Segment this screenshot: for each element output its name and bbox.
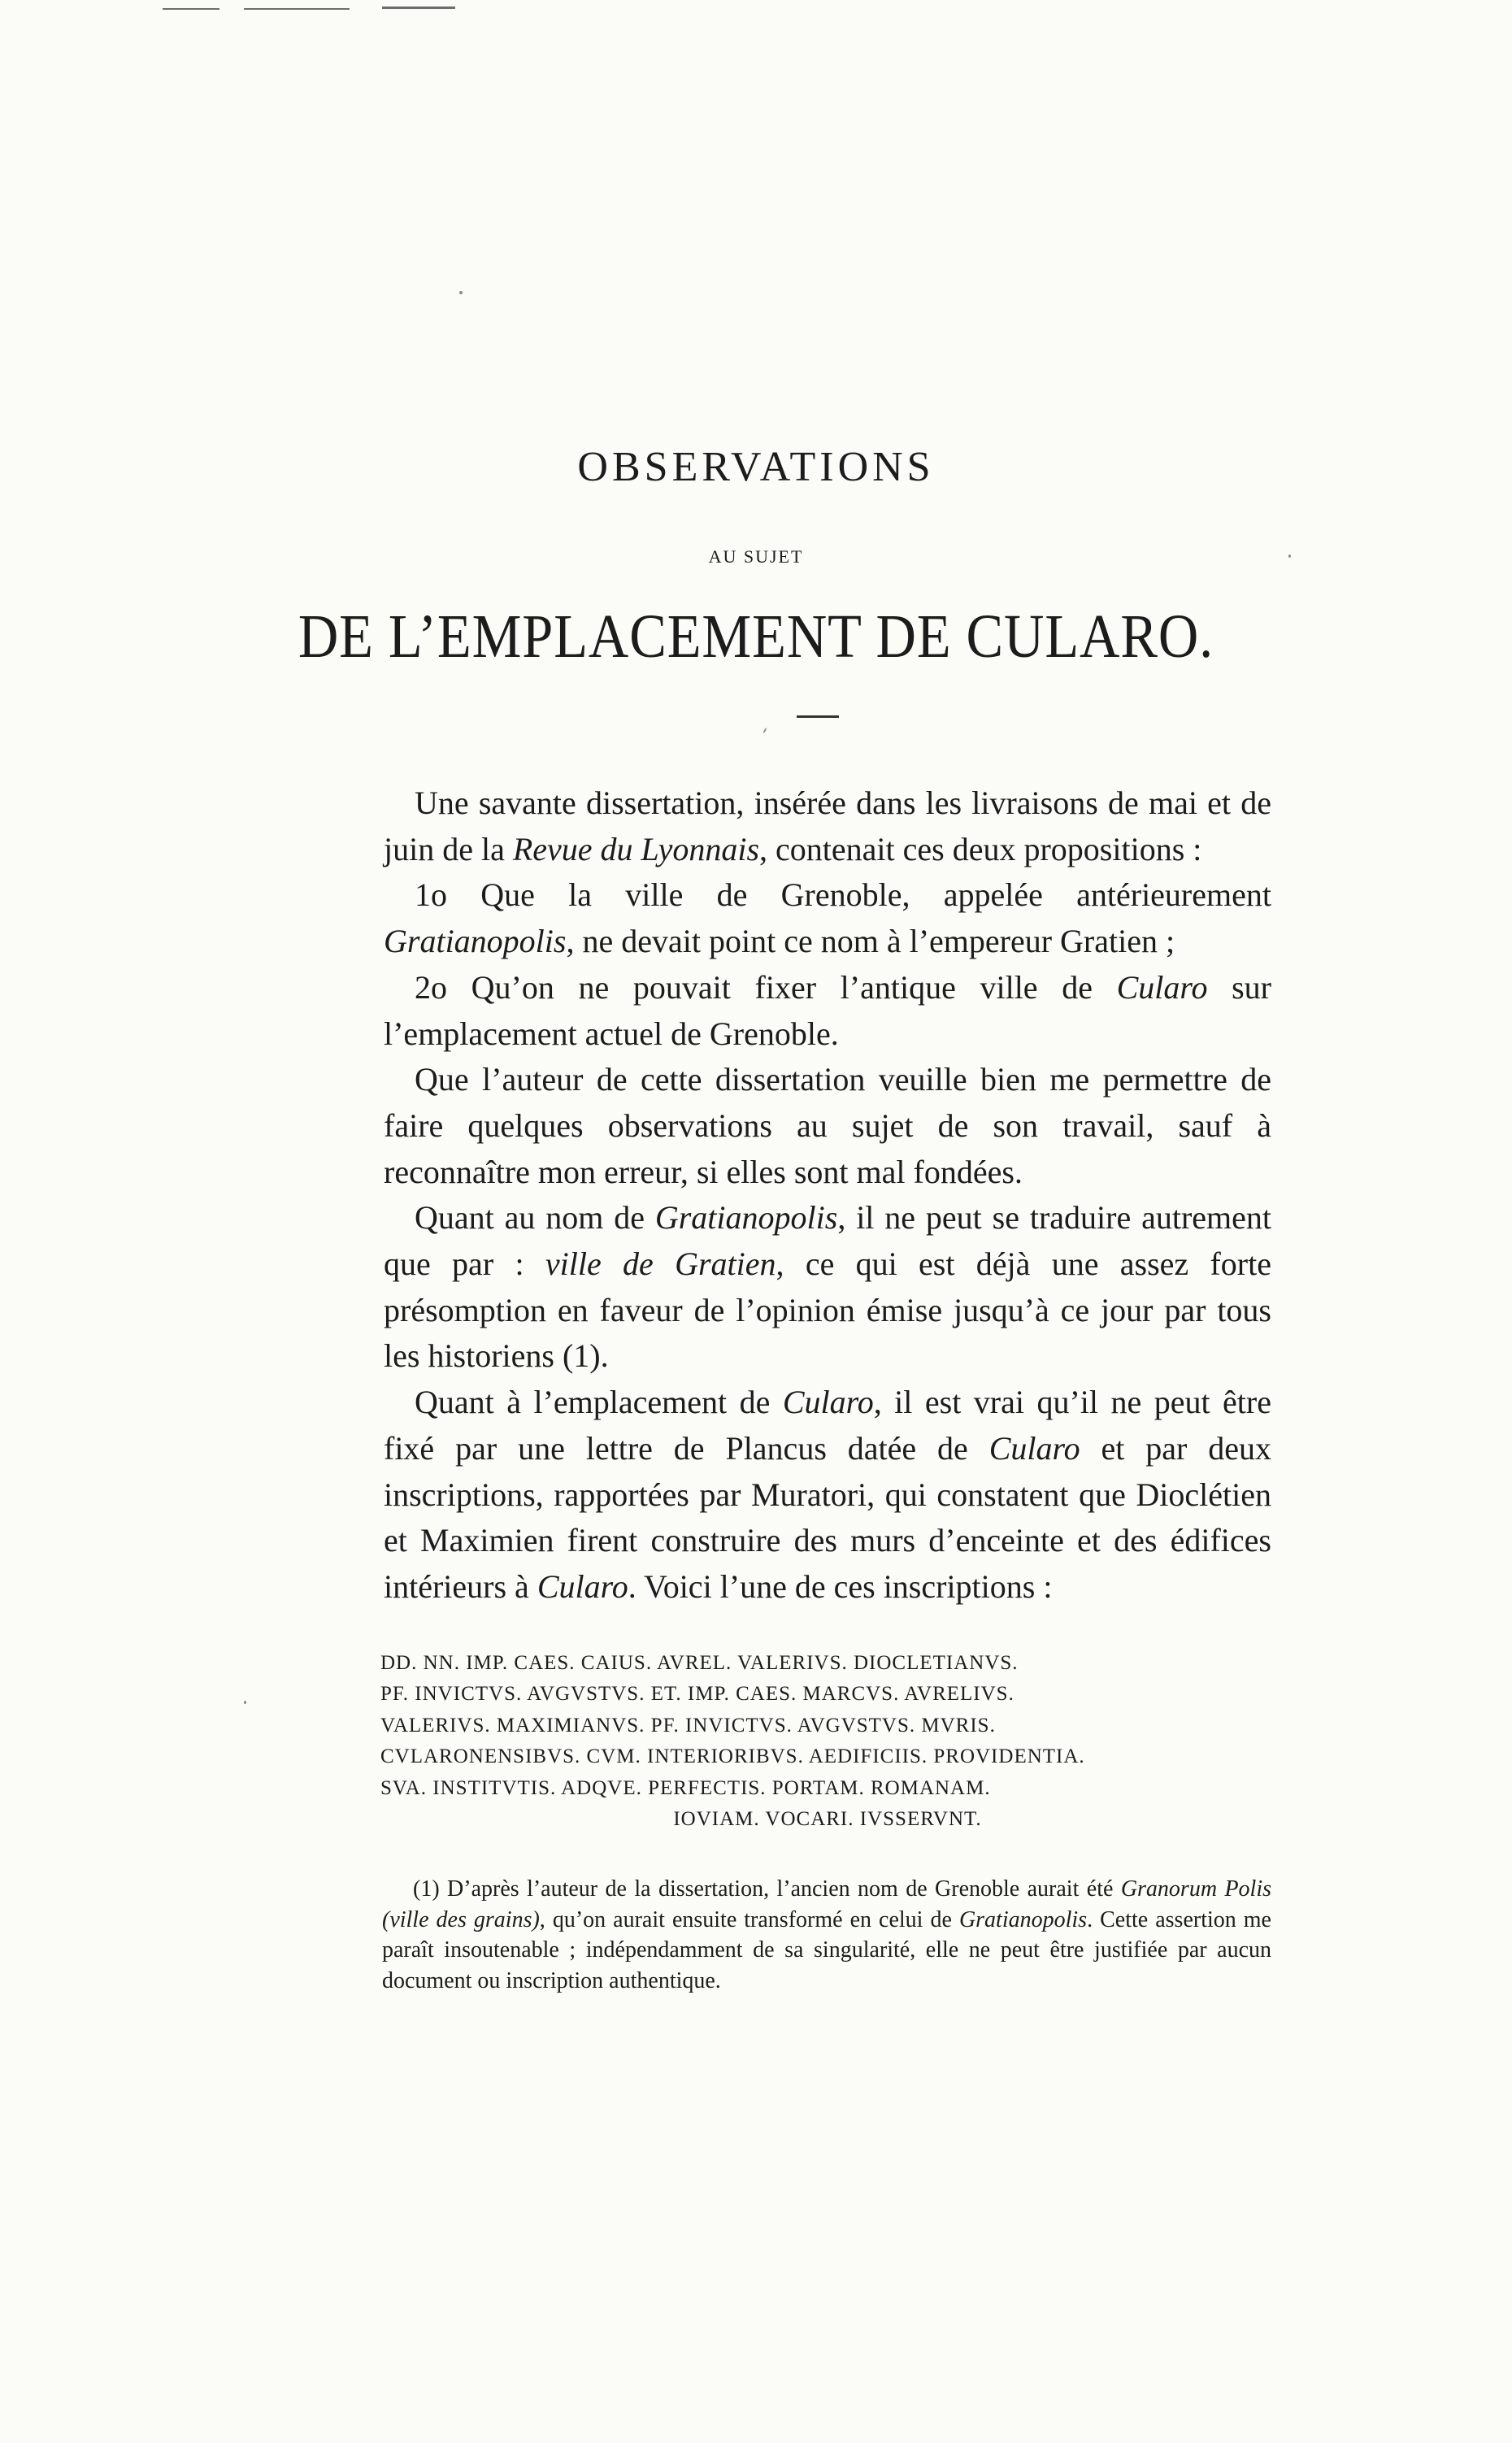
scan-artifact-line xyxy=(382,7,455,9)
latin-inscription xyxy=(380,1648,1275,1835)
main-heading: DE L’EMPLACEMENT DE CULARO. xyxy=(298,602,1214,671)
paragraph-6: Quant à l’emplacement de Cularo, il est vrai qu’il ne peut être fixé par une lettre de Plancus datée de Cularo et par deux inscriptions, rapportées par Muratori, qui constatent que Dioclétien et Maximien firent construire des murs d’enceinte et des édifices intérieurs à Cularo. Voici l’une de ces inscriptions : xyxy=(384,1384,1271,1605)
scan-artifact-line xyxy=(163,8,219,10)
scan-speck xyxy=(459,291,463,294)
paragraph-3: 2o Qu’on ne pouvait fixer l’antique ville de Cularo sur l’emplacement actuel de Grenoble. xyxy=(384,968,1271,1052)
scan-speck xyxy=(763,728,767,733)
inscription-line: IOVIAM. VOCARI. IVSSERVNT. xyxy=(673,1808,982,1831)
scan-artifact-line xyxy=(244,8,350,10)
paragraph-2: 1o Que la ville de Grenoble, appelée antérieurement Gratianopolis, ne devait point ce nom à l’empereur Gratien ; xyxy=(384,876,1271,960)
paragraph-5: Quant au nom de Gratianopolis, il ne peut se traduire autrement que par : ville de Gratien, ce qui est déjà une assez forte présomption en faveur de l’opinion émise jusqu’à ce jour par tous les historiens (1). xyxy=(384,1199,1271,1375)
inscription-line: VALERIVS. MAXIMIANVS. PF. INVICTVS. AVGVSTVS. MVRIS. xyxy=(380,1714,996,1737)
page-title: OBSERVATIONS xyxy=(577,444,935,490)
paragraph-1: Une savante dissertation, insérée dans les livraisons de mai et de juin de la Revue du Lyonnais, contenait ces deux propositions : xyxy=(384,785,1271,867)
scan-speck xyxy=(244,1701,246,1704)
inscription-line: PF. INVICTVS. AVGVSTVS. ET. IMP. CAES. MARCVS. AVRELIVS. xyxy=(380,1683,1015,1706)
title-divider xyxy=(797,715,839,718)
paragraph-4: Que l’auteur de cette dissertation veuille bien me permettre de faire quelques observations au sujet de son travail, sauf à reconnaître mon erreur, si elles sont mal fondées. xyxy=(384,1061,1271,1190)
page-subtitle: AU SUJET xyxy=(708,546,804,567)
footnote xyxy=(382,1874,1271,1996)
inscription-line: CVLARONENSIBVS. CVM. INTERIORIBVS. AEDIFICIIS. PROVIDENTIA. xyxy=(380,1745,1085,1768)
inscription-line: DD. NN. IMP. CAES. CAIUS. AVREL. VALERIVS. DIOCLETIANVS. xyxy=(380,1652,1019,1674)
footnote-text: (1) D’après l’auteur de la dissertation, l’ancien nom de Grenoble aurait été Granorum Polis (ville des grains), qu’on aurait ensuite transformé en celui de Gratianopolis. Cette assertion me paraît insoutenable ; indépendamment de sa singularité, elle ne peut être justifiée par aucun document ou inscription authentique. xyxy=(382,1876,1272,1993)
body-text xyxy=(384,780,1271,1611)
inscription-line: SVA. INSTITVTIS. ADQVE. PERFECTIS. PORTAM. ROMANAM. xyxy=(380,1776,991,1799)
